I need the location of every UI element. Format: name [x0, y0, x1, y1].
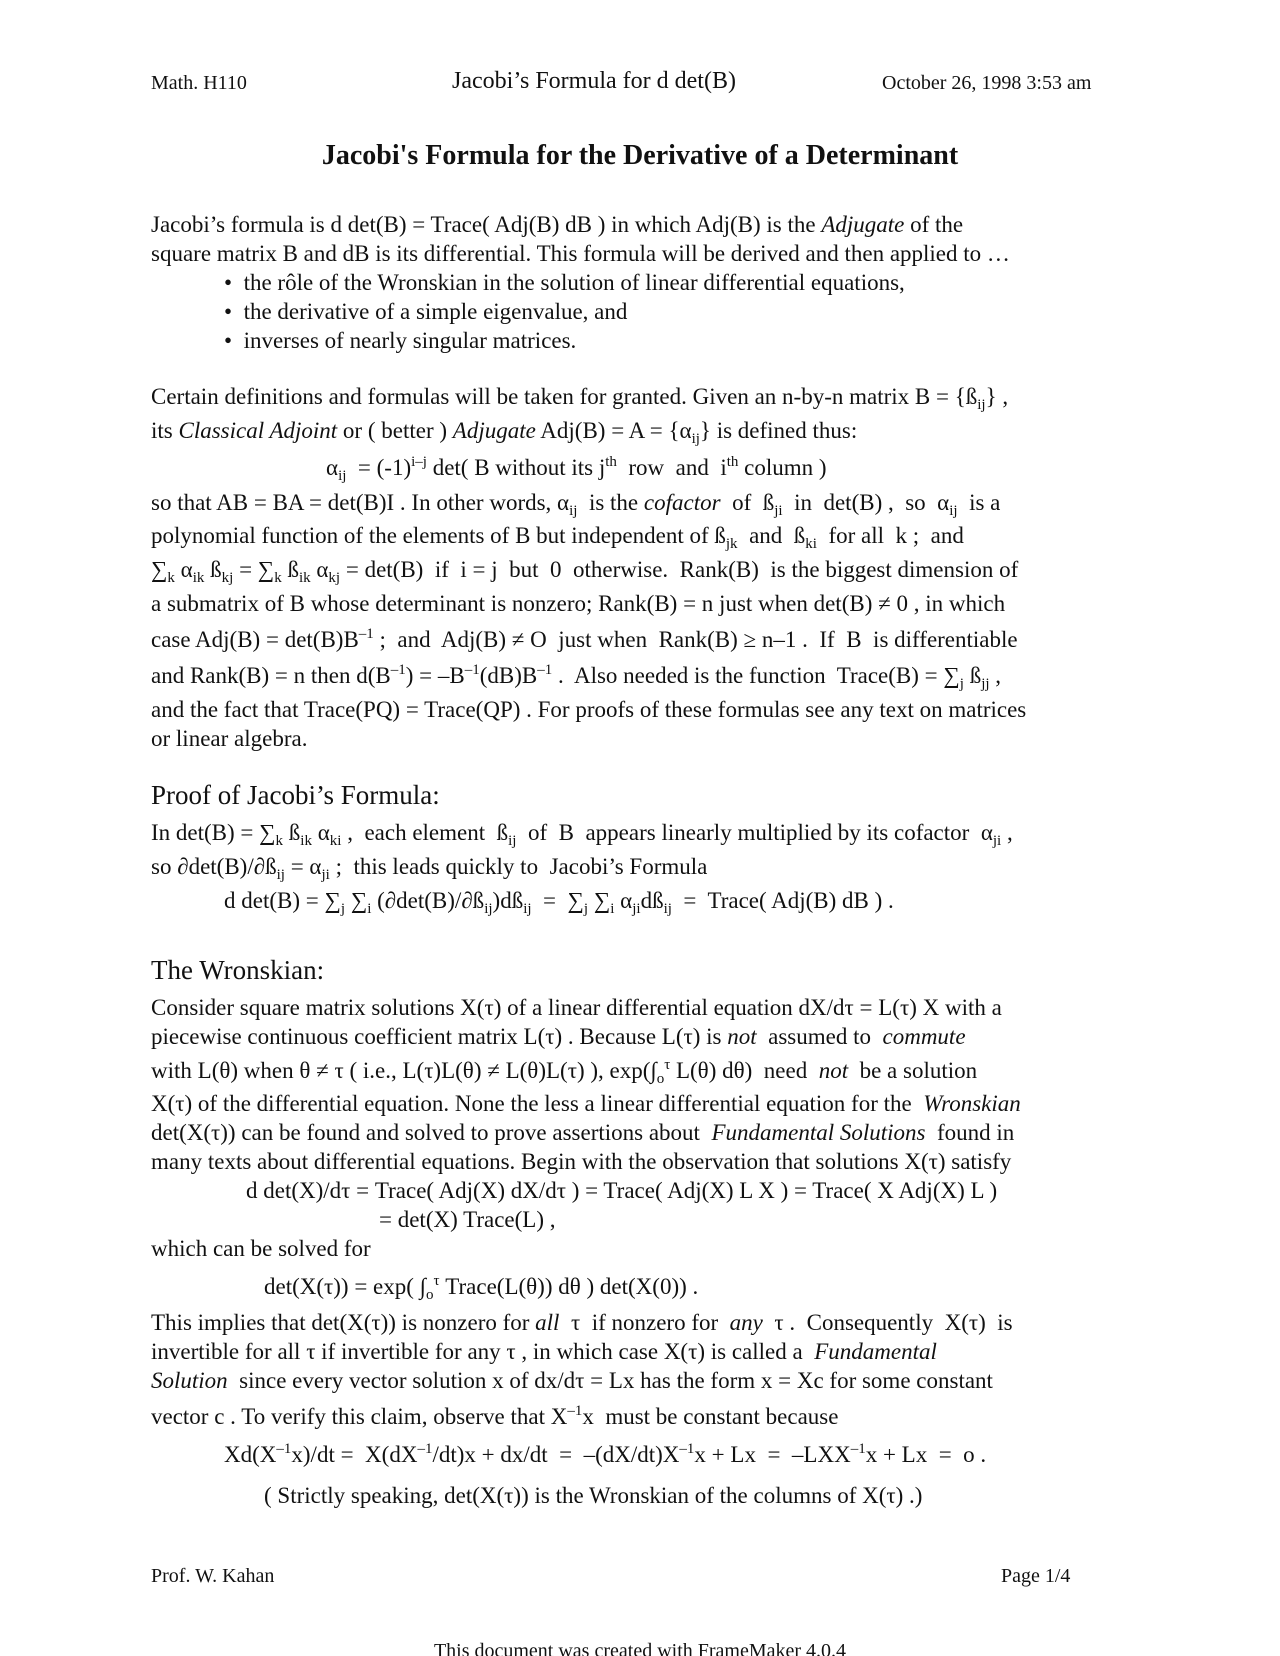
wronskian-heading: The Wronskian: — [151, 955, 325, 985]
wr-eq-4: $Xd(X^{-1}x)/dt = X(dX^{-1}/dt)x + dx/dt = -(dX/dt)X^{-1}x + Lx = -LXX^{-1}x + Lx = o$ . — [224, 1441, 987, 1467]
intro-line-1: Jacobi’s formula is d det(B) = Trace( Adj(B) dB ) in which Adj(B) is the Adjugate of the — [151, 212, 964, 237]
intro-line-2: square matrix B and dB is its differential. This formula will be derived and then applied to … — [151, 241, 1010, 266]
wr-eq-2: = det(X) Trace(L) , — [379, 1207, 556, 1232]
wr-line-9: invertible for all τ if invertible for any τ , in which case X(τ) is called a Fundamental — [151, 1339, 937, 1364]
footer-page-number: Page 1/4 — [1001, 1565, 1071, 1587]
proof-heading: Proof of Jacobi’s Formula: — [151, 780, 440, 810]
jacobi-formula: d $\det(B) = \sum_j$ $\sum_i$ $(\partial\det(B)/\partial ß_{ij})dß_{ij} = \sum_j$ $\sum_i$ $\alpha_{ji}dß_{ij}$ = Trace( Adj(B) dB ) . — [224, 888, 894, 917]
header-right: October 26, 1998 3:53 am — [882, 72, 1092, 94]
defs-line-11: or linear algebra. — [151, 726, 308, 751]
defs-line-1: Certain definitions and formulas will be taken for granted. Given an n-by-n matrix $B = \{ß_{ij}\}$ , — [151, 384, 1009, 413]
wr-line-4: X(τ) of the differential equation. None the less a linear differential equation for the Wronskian — [151, 1091, 1021, 1116]
wr-line-8: This implies that det(X(τ)) is nonzero for all τ if nonzero for any τ . Consequently X(τ) is — [151, 1310, 1013, 1335]
header-left: Math. H110 — [151, 72, 247, 94]
cofactor-formula: $\alpha_{ij} = (-1)^{i-j}$ det( B without its $j^{th}$ row and $i^{th}$ column ) — [326, 454, 827, 484]
footer-author: Prof. W. Kahan — [151, 1565, 275, 1587]
defs-line-9: and Rank(B) = n then $d(B^{-1}) = -B^{-1}(dB)B^{-1}$ . Also needed is the function Trace(B) = $\sum_j$ $ß_{jj}$ , — [151, 662, 1002, 692]
wr-note: ( Strictly speaking, det(X(τ)) is the Wronskian of the columns of X(τ) .) — [264, 1483, 923, 1508]
defs-line-5: polynomial function of the elements of B but independent of $ß_{jk}$ and $ß_{ki}$ for all k ; and — [151, 523, 964, 552]
wr-line-2: piecewise continuous coefficient matrix L(τ) . Because L(τ) is not assumed to commute — [151, 1024, 966, 1049]
defs-line-6: $\sum_k$ $\alpha_{ik}$ $ß_{kj} = \sum_k$ $ß_{ik}$ $\alpha_{kj} = \det(B)$ if i = j but 0 otherwise. Rank(B) is the biggest dimension of — [151, 557, 1019, 586]
proof-line-1: In $\det(B) = \sum_k$ $ß_{ik}$ $\alpha_{ki}$ , each element $ß_{ij}$ of B appears linearly multiplied by its cofactor $\alpha_{ji}$ , — [151, 820, 1013, 849]
wr-line-1: Consider square matrix solutions X(τ) of a linear differential equation dX/dτ = L(τ) X with a — [151, 995, 1002, 1020]
defs-line-7: a submatrix of B whose determinant is nonzero; Rank(B) = n just when det(B) ≠ 0 , in which — [151, 591, 1006, 616]
wr-line-6: many texts about differential equations. Begin with the observation that solutions X(τ) satisfy — [151, 1149, 1012, 1174]
wr-line-7: which can be solved for — [151, 1236, 371, 1261]
wr-line-10: Solution since every vector solution x of dx/dτ = Lx has the form x = Xc for some constant — [151, 1368, 993, 1393]
defs-line-10: and the fact that Trace(PQ) = Trace(QP) . For proofs of these formulas see any text on matrices — [151, 697, 1027, 722]
defs-line-4: so that AB = BA = det(B)I . In other words, $\alpha_{ij}$ is the cofactor of $ß_{ji}$ in det(B) , so $\alpha_{ij}$ is a — [151, 490, 1001, 519]
wr-line-3: with L(θ) when θ ≠ τ ( i.e., L(τ)L(θ) ≠ L(θ)L(τ) ), $\exp(\int_o^\tau$ L(θ) dθ) need not be a solution — [151, 1057, 978, 1087]
document-title: Jacobi's Formula for the Derivative of a Determinant — [321, 140, 959, 171]
header-center: Jacobi’s Formula for d det(B) — [452, 68, 736, 94]
proof-line-2: so $\partial\det(B)/\partial ß_{ij} = \alpha_{ji}$ ; this leads quickly to Jacobi’s Formula — [151, 854, 708, 883]
wr-eq-1: d det(X)/dτ = Trace( Adj(X) dX/dτ ) = Trace( Adj(X) L X ) = Trace( X Adj(X) L ) — [246, 1178, 998, 1203]
bullet-item: • inverses of nearly singular matrices. — [224, 328, 577, 353]
wr-eq-3: det(X(τ)) = exp( $\int_o^\tau$ Trace(L(θ)) dθ ) det(X(0)) . — [264, 1273, 699, 1303]
bullet-item: • the rôle of the Wronskian in the solution of linear differential equations, — [224, 270, 905, 295]
wr-line-5: det(X(τ)) can be found and solved to prove assertions about Fundamental Solutions found in — [151, 1120, 1015, 1145]
footer-creator-note: This document was created with FrameMaker 4.0.4 — [433, 1640, 847, 1656]
wr-line-11: vector c . To verify this claim, observe that $X^{-1}x$ must be constant because — [151, 1403, 839, 1429]
defs-line-8: case $Adj(B) = \det(B)B^{-1}$ ; and Adj(B) ≠ O just when Rank(B) ≥ n–1 . If B is differentiable — [151, 626, 1018, 652]
defs-line-2: its Classical Adjoint or ( better ) Adjugate $Adj(B) = A = \{\alpha_{ij}\}$ is defined thus: — [151, 418, 858, 447]
bullet-item: • the derivative of a simple eigenvalue, and — [224, 299, 628, 324]
